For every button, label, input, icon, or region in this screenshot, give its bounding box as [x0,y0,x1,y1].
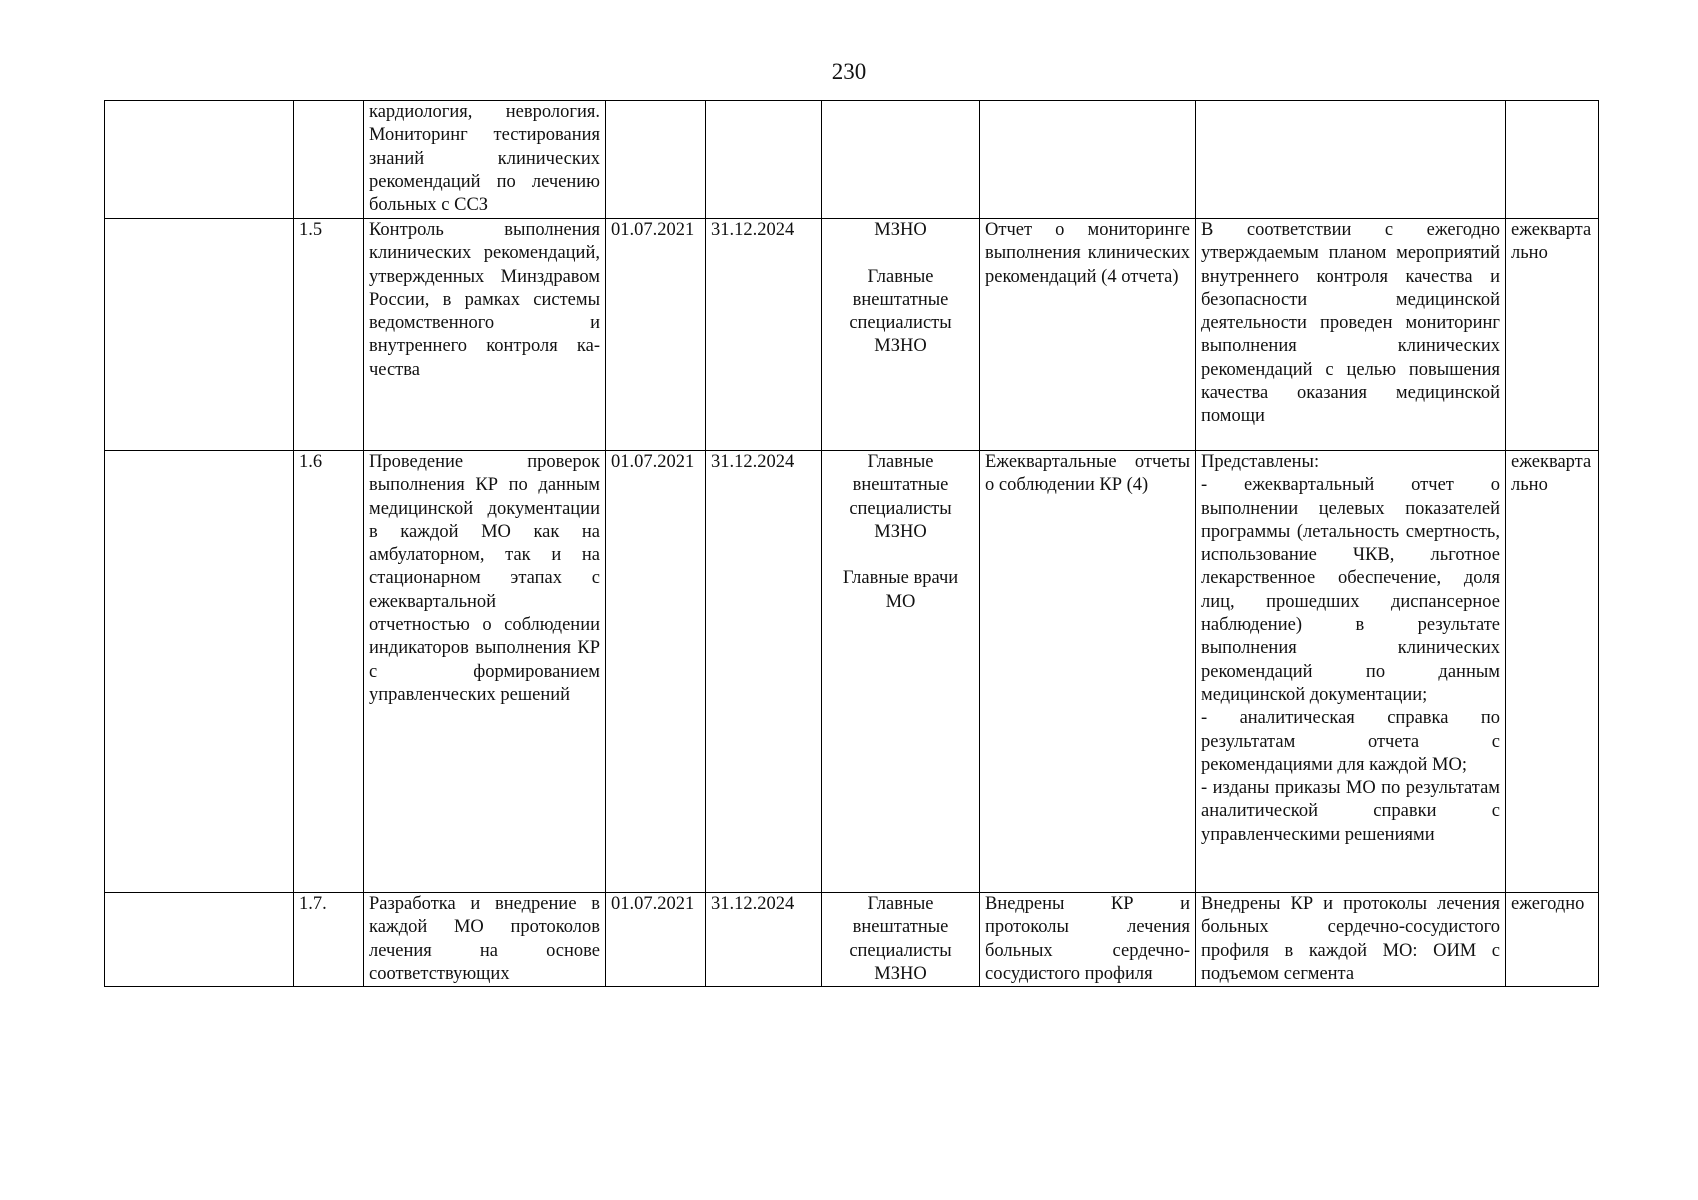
item-title: Разработка и внедрение в каждой МО протоколов лечения на основе соответствующих [364,893,606,987]
end-date [706,101,822,219]
item-title: кардиология, неврология. Мониторинг тестирования знаний клинических рекомендаций по лечению больных с ССЗ [364,101,606,219]
start-date [606,101,706,219]
end-date: 31.12.2024 [706,219,822,451]
start-date: 01.07.2021 [606,451,706,893]
result-line: - ежеквартальный отчет о выполнении целевых показателей программы (летальность смертность, использование ЧКВ, льготное лекарственное обеспечение, доля лиц, прошедших диспансерное наблюдение) в результате выполнения клинических рекомендаций по данным медицинской документации; [1201,475,1500,705]
result-line: Внедрены КР и протоколы лечения больных сердечно-сосудистого профиля в каждой МО: ОИМ с подъемом сегмента [1201,894,1500,984]
result-cell [1196,101,1506,219]
empty-cell [105,219,294,451]
periodicity: ежекварта льно [1506,451,1599,893]
indicator: Отчет о мониторинге выполнения клинических рекомендаций (4 отчета) [980,219,1196,451]
responsible-cell [822,451,980,893]
indicator [980,101,1196,219]
indicator: Внедрены КР и протоколы лечения больных сердечно-сосудистого профиля [980,893,1196,987]
table-row [105,101,1599,219]
table-row [105,893,1599,987]
start-date: 01.07.2021 [606,219,706,451]
periodicity: ежекварта льно [1506,219,1599,451]
result-line: В соответствии с ежегодно утверждаемым планом мероприятий внутреннего контроля качества и безопасности медицинской деятельности проведен мониторинг выполнения клинических рекомендаций с целью повышения качества оказания медицинской помощи [1201,220,1500,427]
result-cell [1196,451,1506,893]
start-date: 01.07.2021 [606,893,706,987]
result-cell [1196,893,1506,987]
responsible-cell [822,219,980,451]
result-line: - аналитическая справка по результатам отчета с рекомендациями для каждой МО; [1201,708,1500,775]
responsible-cell [822,893,980,987]
item-number: 1.5 [294,219,364,451]
empty-cell [105,893,294,987]
responsible-primary: Главные внештатные специалисты МЗНО [849,452,952,542]
periodicity: ежегодно [1506,893,1599,987]
table-row [105,451,1599,893]
page-number: 230 [831,59,867,84]
result-line: - изданы приказы МО по результатам аналитической справки с управленческими решениями [1201,778,1500,845]
item-number: 1.6 [294,451,364,893]
empty-cell [105,101,294,219]
item-title: Контроль выполнения клинических рекомендаций, утвержденных Минздравом России, в рамках системы ведомственного и внутреннего контроля ка-чества [364,219,606,451]
indicator: Ежеквартальные отчеты о соблюдении КР (4) [980,451,1196,893]
responsible-primary: Главные внештатные специалисты МЗНО [849,894,952,984]
plan-table [104,100,1599,987]
result-line: Представлены: [1201,452,1320,472]
table-row [105,219,1599,451]
responsible-secondary: Главные внештатные специалисты МЗНО [849,266,952,357]
responsible-primary: МЗНО [874,220,927,240]
empty-cell [105,451,294,893]
item-number [294,101,364,219]
end-date: 31.12.2024 [706,893,822,987]
responsible-secondary: Главные врачи МО [842,568,959,612]
periodicity [1506,101,1599,219]
end-date: 31.12.2024 [706,451,822,893]
item-number: 1.7. [294,893,364,987]
result-cell [1196,219,1506,451]
item-title: Проведение проверок выполнения КР по данным медицинской документации в каждой МО как на амбулаторном, так и на стационарном этапах с ежеквартальной отчетностью о соблюдении индикаторов выполнения КР с формированием управленческих решений [364,451,606,893]
responsible-cell [822,101,980,219]
